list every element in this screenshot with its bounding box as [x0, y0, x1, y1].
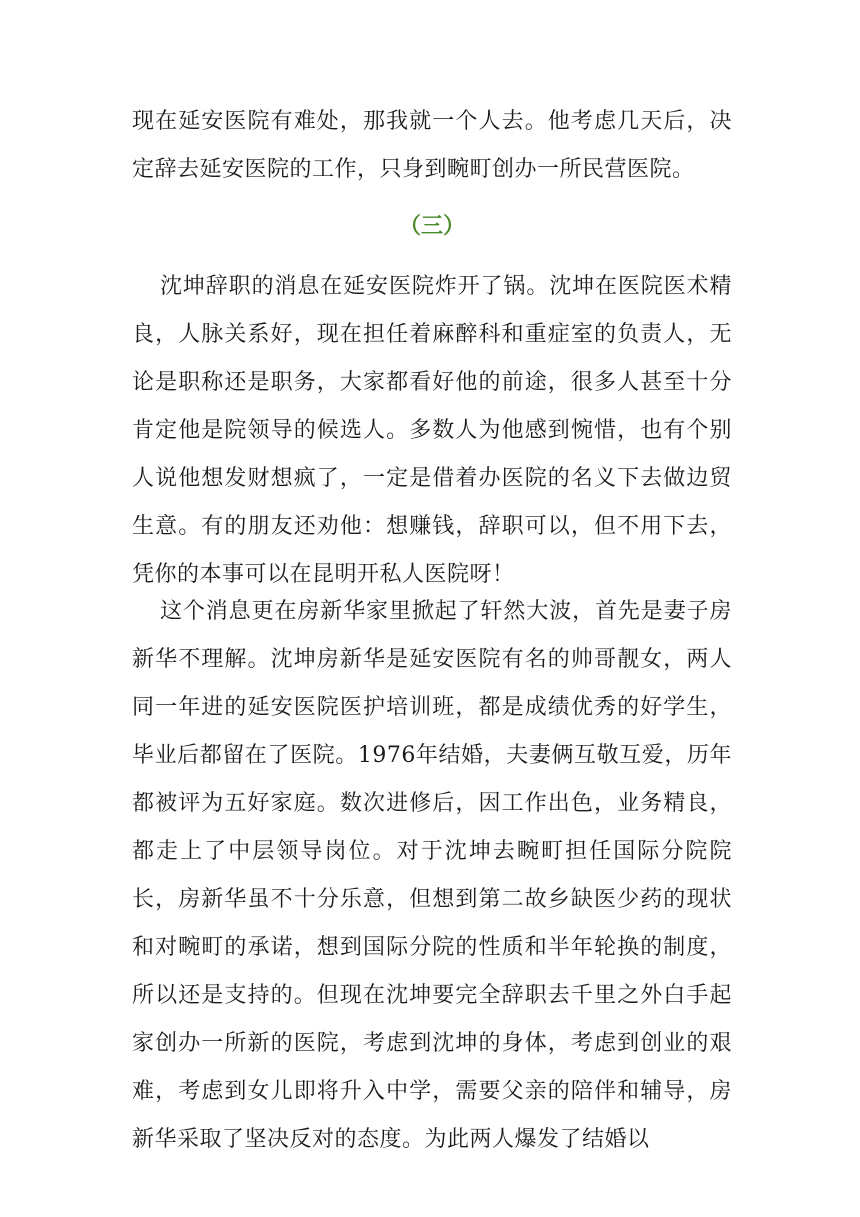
body-paragraph-2: 这个消息更在房新华家里掀起了轩然大波，首先是妻子房新华不理解。沈坤房新华是延安医院有名的帅哥靓女，两人同一年进的延安医院医护培训班，都是成绩优秀的好学生，毕业后都留在了医院。1976年结婚，夫妻俩互敬互爱，历年都被评为五好家庭。数次进修后，因工作出色，业务精良，都走上了中层领导岗位。对于沈坤去畹町担任国际分院院长，房新华虽不十分乐意，但想到第二故乡缺医少药的现状和对畹町的承诺，想到国际分院的性质和半年轮换的制度，所以还是支持的。但现在沈坤要完全辞职去千里之外白手起家创办一所新的医院，考虑到沈坤的身体，考虑到创业的艰难，考虑到女儿即将升入中学，需要父亲的陪伴和辅导，房新华采取了坚决反对的态度。为此两人爆发了结婚以	[132, 599, 732, 1152]
intro-paragraph: 现在延安医院有难处，那我就一个人去。他考虑几天后，决定辞去延安医院的工作，只身到畹町创办一所民营医院。	[132, 109, 732, 182]
body-paragraph-1: 沈坤辞职的消息在延安医院炸开了锅。沈坤在医院医术精良，人脉关系好，现在担任着麻醉科和重症室的负责人，无论是职称还是职务，大家都看好他的前途，很多人甚至十分肯定他是院领导的候选人。多数人为他感到惋惜，也有个别人说他想发财想疯了，一定是借着办医院的名义下去做边贸生意。有的朋友还劝他：想赚钱，辞职可以，但不用下去，凭你的本事可以在昆明开私人医院呀！	[132, 274, 732, 587]
section-heading: （三）	[398, 213, 465, 239]
